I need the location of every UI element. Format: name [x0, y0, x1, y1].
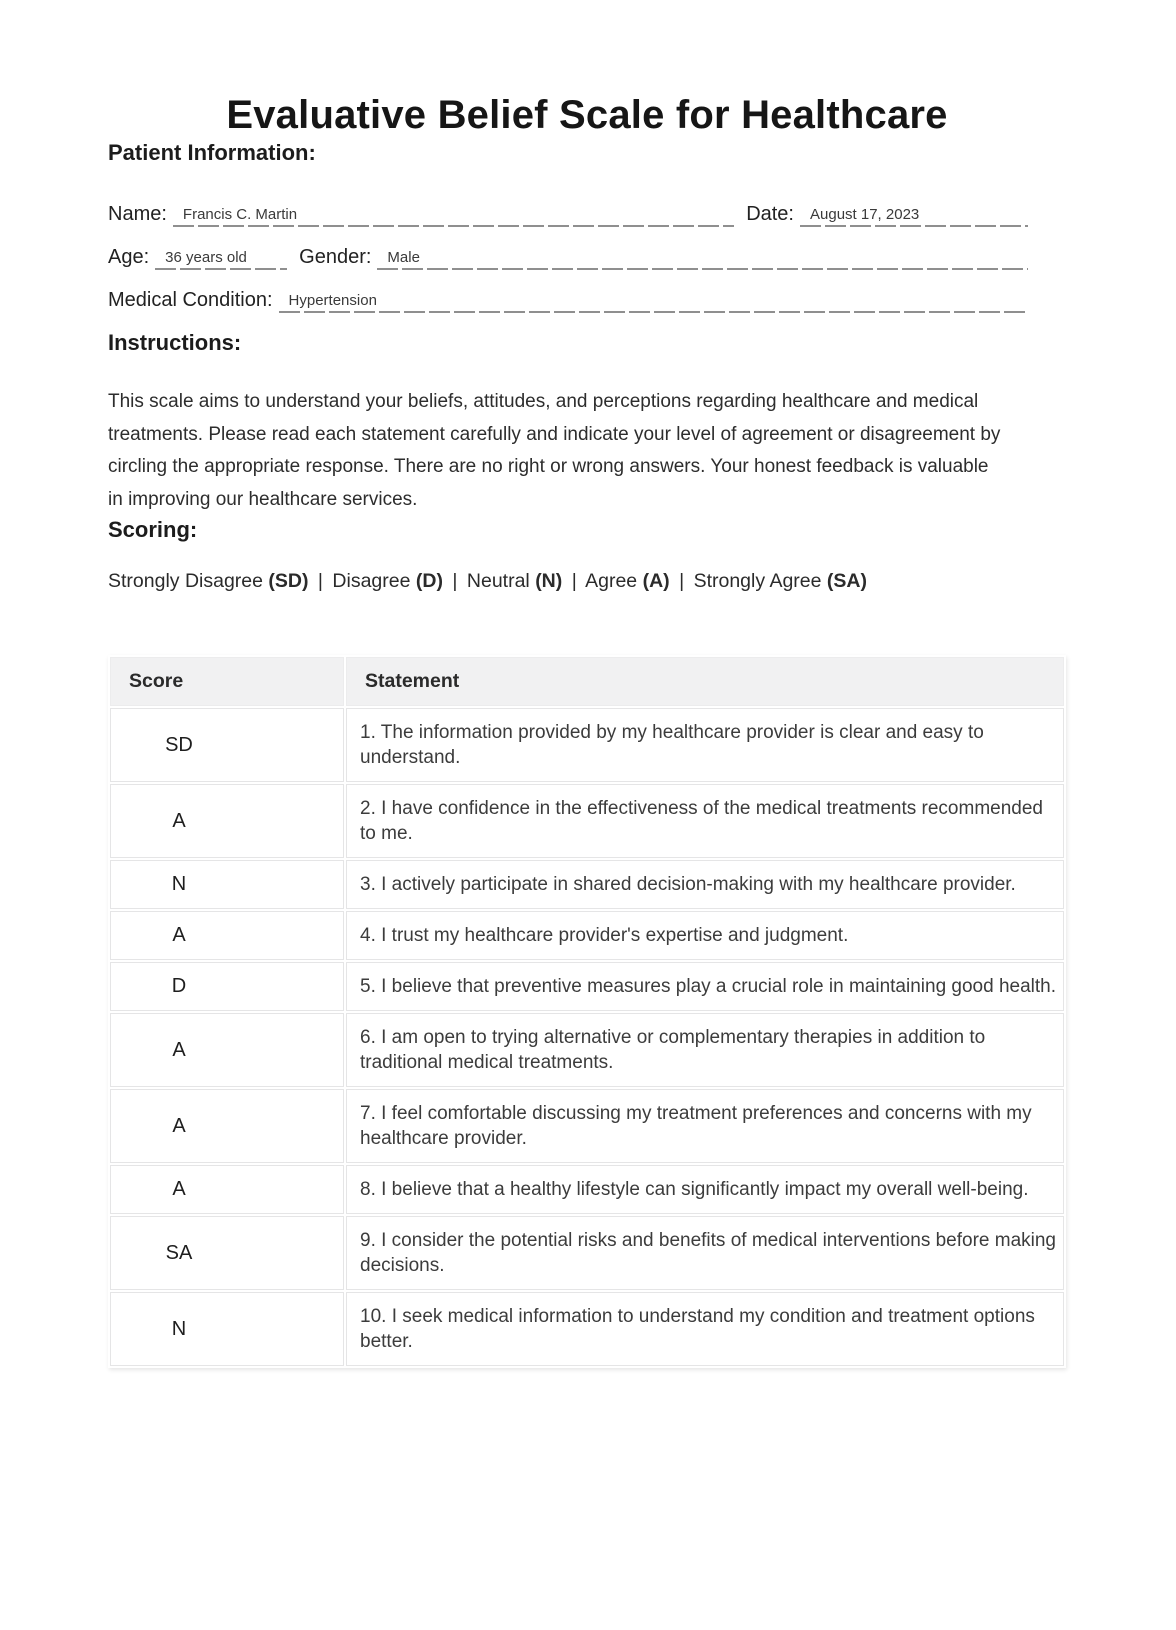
score-cell[interactable]: A	[110, 911, 344, 960]
page-title: Evaluative Belief Scale for Healthcare	[226, 93, 948, 137]
legend-item-strongly-disagree	[108, 570, 309, 592]
score-cell[interactable]: SD	[110, 708, 344, 782]
table-row	[110, 708, 1064, 782]
legend-label: Agree	[585, 570, 638, 593]
statement-cell: 1. The information provided by my healthcare provider is clear and easy to understand.	[346, 708, 1064, 782]
table-row	[110, 1292, 1064, 1366]
instructions-text: This scale aims to understand your beliefs, attitudes, and perceptions regarding healthcare and medical treatments. Please read each statement carefully and indicate your level of agreement or disagreement by circling the appropriate response. There are no right or wrong answers. Your honest feedback is valuable in improving our healthcare services.	[108, 391, 1001, 510]
gender-field[interactable]	[377, 243, 1028, 270]
scoring-legend	[108, 570, 1066, 593]
legend-separator: |	[452, 570, 458, 593]
score-cell[interactable]: A	[110, 784, 344, 858]
statement-column-header: Statement	[346, 657, 1064, 706]
legend-label: Strongly Disagree	[108, 570, 263, 593]
legend-separator: |	[317, 570, 323, 593]
table-row	[110, 784, 1064, 858]
name-label: Name:	[108, 203, 167, 226]
statement-cell: 7. I feel comfortable discussing my treatment preferences and concerns with my healthcare provider.	[346, 1089, 1064, 1163]
legend-abbr: (SD)	[268, 570, 309, 593]
age-value: 36 years old	[165, 249, 247, 267]
age-gender-row	[108, 243, 1066, 270]
patient-info-fields	[108, 200, 1066, 313]
gender-value: Male	[387, 249, 420, 267]
medical-condition-field[interactable]	[279, 286, 1028, 313]
legend-abbr: (N)	[535, 570, 563, 593]
table-row	[110, 1013, 1064, 1087]
patient-information-heading: Patient Information:	[108, 140, 316, 166]
legend-item-neutral	[467, 570, 562, 592]
statement-cell: 6. I am open to trying alternative or complementary therapies in addition to traditional medical treatments.	[346, 1013, 1064, 1087]
table-row	[110, 860, 1064, 909]
score-cell[interactable]: N	[110, 860, 344, 909]
date-field[interactable]	[800, 200, 1028, 227]
table-row	[110, 1089, 1064, 1163]
legend-item-strongly-agree	[694, 570, 867, 592]
instructions-heading: Instructions:	[108, 330, 242, 356]
statement-cell: 10. I seek medical information to understand my condition and treatment options better.	[346, 1292, 1064, 1366]
score-cell[interactable]: D	[110, 962, 344, 1011]
table-row	[110, 1165, 1064, 1214]
date-value: August 17, 2023	[810, 206, 920, 224]
legend-abbr: (A)	[642, 570, 670, 593]
age-field[interactable]	[155, 243, 287, 270]
score-cell[interactable]: SA	[110, 1216, 344, 1290]
medical-condition-row	[108, 286, 1066, 313]
legend-item-agree	[585, 570, 670, 592]
legend-label: Neutral	[466, 570, 530, 593]
table-header-row	[110, 657, 1064, 706]
table-row	[110, 911, 1064, 960]
legend-separator: |	[679, 570, 685, 593]
medical-condition-label: Medical Condition:	[108, 289, 273, 312]
statement-cell: 3. I actively participate in shared decision-making with my healthcare provider.	[346, 860, 1064, 909]
scoring-heading: Scoring:	[108, 517, 198, 543]
legend-item-disagree	[332, 570, 443, 592]
legend-label: Disagree	[332, 570, 411, 593]
statement-cell: 9. I consider the potential risks and benefits of medical interventions before making decisions.	[346, 1216, 1064, 1290]
belief-scale-table	[108, 655, 1066, 1368]
statement-cell: 2. I have confidence in the effectiveness of the medical treatments recommended to me.	[346, 784, 1064, 858]
score-column-header: Score	[110, 657, 344, 706]
statement-cell: 8. I believe that a healthy lifestyle can significantly impact my overall well-being.	[346, 1165, 1064, 1214]
score-cell[interactable]: N	[110, 1292, 344, 1366]
legend-label: Strongly Agree	[693, 570, 822, 593]
score-cell[interactable]: A	[110, 1013, 344, 1087]
legend-abbr: (SA)	[826, 570, 867, 593]
score-cell[interactable]: A	[110, 1089, 344, 1163]
legend-separator: |	[571, 570, 577, 593]
statement-cell: 5. I believe that preventive measures play a crucial role in maintaining good health.	[346, 962, 1064, 1011]
name-value: Francis C. Martin	[182, 206, 298, 224]
name-field[interactable]	[173, 200, 734, 227]
gender-label: Gender:	[299, 246, 372, 269]
table-row	[110, 1216, 1064, 1290]
score-cell[interactable]: A	[110, 1165, 344, 1214]
name-date-row	[108, 200, 1066, 227]
date-label: Date:	[746, 203, 794, 226]
statement-cell: 4. I trust my healthcare provider's expertise and judgment.	[346, 911, 1064, 960]
medical-condition-value: Hypertension	[288, 292, 377, 310]
table-row	[110, 962, 1064, 1011]
age-label: Age:	[108, 246, 150, 269]
legend-abbr: (D)	[415, 570, 443, 593]
